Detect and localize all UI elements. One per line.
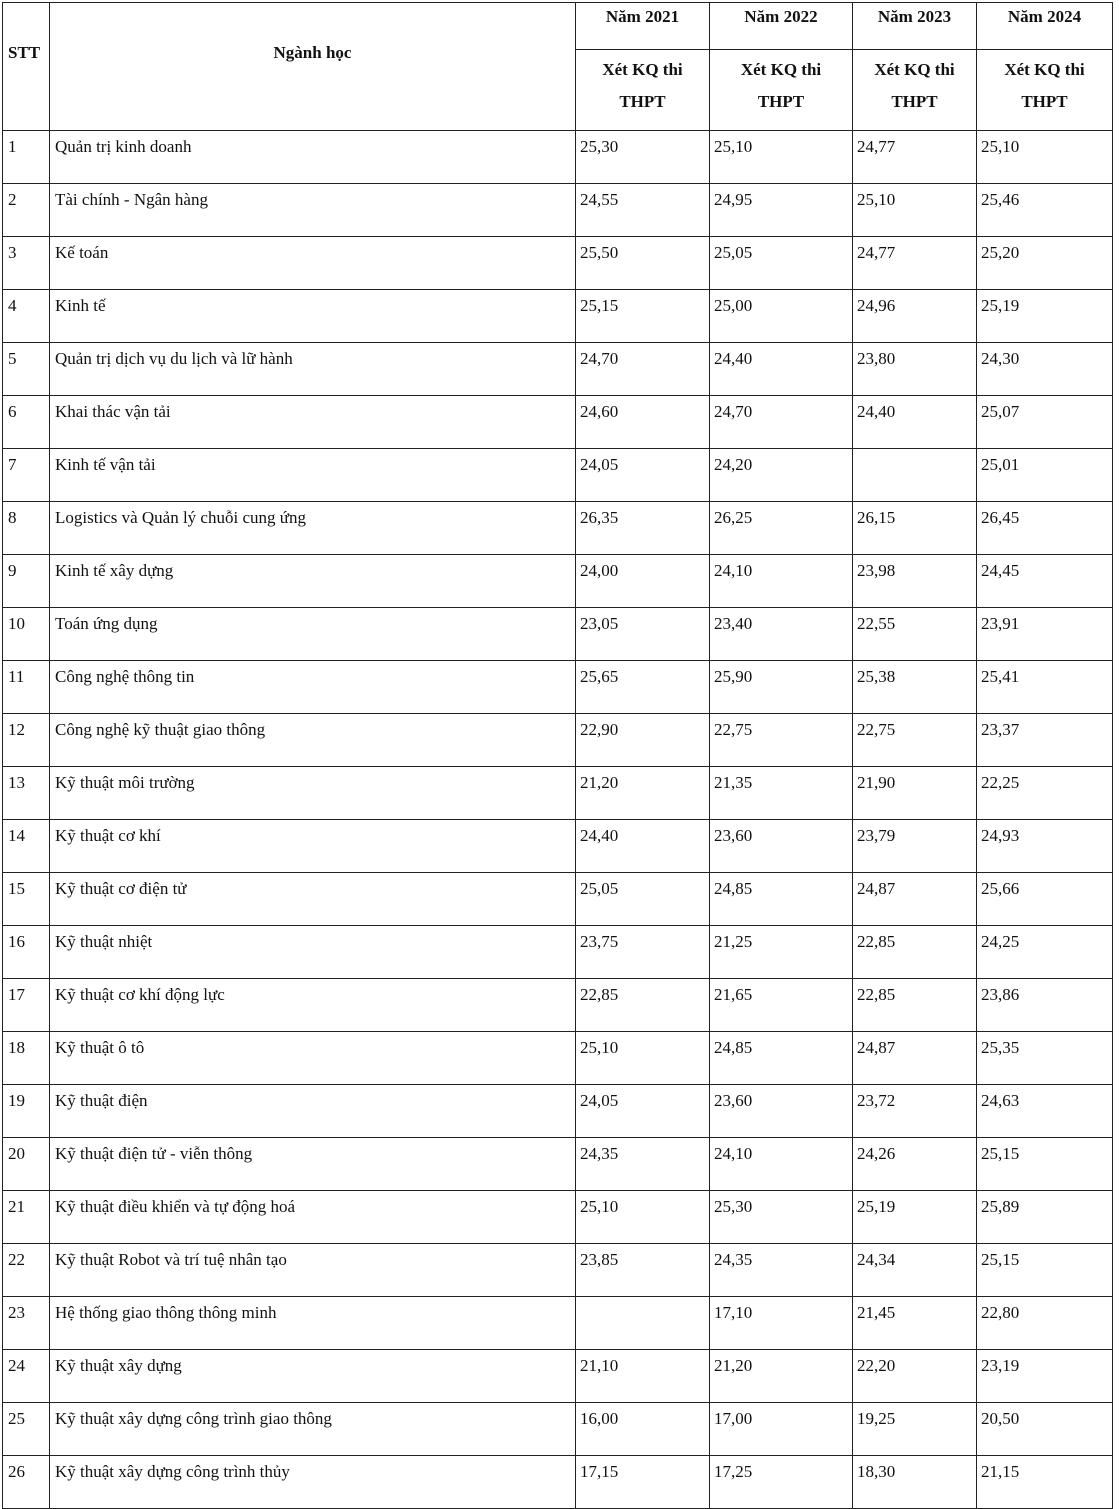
cell-nganh-hoc: Quản trị kinh doanh	[50, 131, 576, 184]
cell-stt: 24	[3, 1350, 50, 1403]
cell-stt: 21	[3, 1191, 50, 1244]
cell-nganh-hoc: Kế toán	[50, 237, 576, 290]
cell-score-2021: 24,55	[576, 184, 710, 237]
cell-score-2024: 24,63	[977, 1085, 1113, 1138]
table-row	[3, 131, 1113, 184]
cell-nganh-hoc: Kỹ thuật cơ khí	[50, 820, 576, 873]
header-sub-2023	[853, 50, 977, 131]
cell-stt: 9	[3, 555, 50, 608]
table-row	[3, 1297, 1113, 1350]
cell-score-2023: 25,19	[853, 1191, 977, 1244]
cell-nganh-hoc: Khai thác vận tải	[50, 396, 576, 449]
cell-nganh-hoc: Công nghệ thông tin	[50, 661, 576, 714]
cell-score-2021: 25,05	[576, 873, 710, 926]
cell-score-2021: 24,05	[576, 449, 710, 502]
cell-score-2021: 21,20	[576, 767, 710, 820]
cell-score-2021: 23,75	[576, 926, 710, 979]
cell-score-2023: 23,98	[853, 555, 977, 608]
cell-score-2024: 25,15	[977, 1138, 1113, 1191]
cell-score-2021: 17,15	[576, 1456, 710, 1509]
cell-score-2023: 23,80	[853, 343, 977, 396]
cell-score-2023	[853, 449, 977, 502]
cell-nganh-hoc: Kỹ thuật điện	[50, 1085, 576, 1138]
table-row	[3, 290, 1113, 343]
cell-nganh-hoc: Kỹ thuật xây dựng công trình giao thông	[50, 1403, 576, 1456]
table-row	[3, 237, 1113, 290]
cell-nganh-hoc: Logistics và Quản lý chuỗi cung ứng	[50, 502, 576, 555]
cell-score-2021: 24,40	[576, 820, 710, 873]
cell-score-2024: 23,19	[977, 1350, 1113, 1403]
table-row	[3, 343, 1113, 396]
cell-nganh-hoc: Kỹ thuật Robot và trí tuệ nhân tạo	[50, 1244, 576, 1297]
cell-stt: 6	[3, 396, 50, 449]
table-row	[3, 1032, 1113, 1085]
cell-score-2024: 24,25	[977, 926, 1113, 979]
table-row	[3, 608, 1113, 661]
cell-score-2023: 24,77	[853, 237, 977, 290]
cell-score-2022: 26,25	[710, 502, 853, 555]
table-row	[3, 1350, 1113, 1403]
header-sub-line1: Xét KQ thi	[602, 60, 683, 79]
cell-nganh-hoc: Kỹ thuật xây dựng	[50, 1350, 576, 1403]
cell-score-2022: 25,00	[710, 290, 853, 343]
cell-nganh-hoc: Kỹ thuật nhiệt	[50, 926, 576, 979]
cell-score-2024: 23,37	[977, 714, 1113, 767]
header-sub-line1: Xét KQ thi	[874, 60, 955, 79]
cell-stt: 25	[3, 1403, 50, 1456]
cell-score-2022: 24,70	[710, 396, 853, 449]
cell-score-2021: 21,10	[576, 1350, 710, 1403]
cell-nganh-hoc: Kỹ thuật điều khiển và tự động hoá	[50, 1191, 576, 1244]
cell-score-2023: 23,72	[853, 1085, 977, 1138]
cell-nganh-hoc: Kỹ thuật xây dựng công trình thủy	[50, 1456, 576, 1509]
cell-score-2022: 25,90	[710, 661, 853, 714]
cell-score-2022: 21,65	[710, 979, 853, 1032]
table-row	[3, 1244, 1113, 1297]
cell-score-2024: 25,89	[977, 1191, 1113, 1244]
table-row	[3, 184, 1113, 237]
cell-score-2021: 23,85	[576, 1244, 710, 1297]
cell-nganh-hoc: Kinh tế	[50, 290, 576, 343]
table-row	[3, 449, 1113, 502]
header-sub-line1: Xét KQ thi	[740, 60, 822, 79]
cell-score-2023: 18,30	[853, 1456, 977, 1509]
cell-score-2022: 24,85	[710, 873, 853, 926]
cell-nganh-hoc: Toán ứng dụng	[50, 608, 576, 661]
cell-stt: 11	[3, 661, 50, 714]
cell-stt: 26	[3, 1456, 50, 1509]
table-body	[3, 131, 1113, 1509]
cell-score-2021: 24,70	[576, 343, 710, 396]
cell-score-2022: 25,10	[710, 131, 853, 184]
cell-score-2021: 24,05	[576, 1085, 710, 1138]
cell-stt: 3	[3, 237, 50, 290]
header-sub-2021	[576, 50, 710, 131]
cell-score-2022: 22,75	[710, 714, 853, 767]
cell-score-2023: 22,20	[853, 1350, 977, 1403]
cell-nganh-hoc: Kỹ thuật cơ điện tử	[50, 873, 576, 926]
cell-score-2022: 21,25	[710, 926, 853, 979]
cell-score-2023: 24,40	[853, 396, 977, 449]
table-row	[3, 396, 1113, 449]
cell-score-2021: 16,00	[576, 1403, 710, 1456]
table-row	[3, 926, 1113, 979]
table-row	[3, 502, 1113, 555]
cell-score-2022: 24,35	[710, 1244, 853, 1297]
cell-score-2022: 23,60	[710, 1085, 853, 1138]
cell-stt: 16	[3, 926, 50, 979]
cell-score-2021: 24,00	[576, 555, 710, 608]
cell-score-2022: 17,00	[710, 1403, 853, 1456]
cell-score-2023: 22,55	[853, 608, 977, 661]
cell-score-2024: 25,46	[977, 184, 1113, 237]
cell-nganh-hoc: Hệ thống giao thông thông minh	[50, 1297, 576, 1350]
cell-score-2022: 23,40	[710, 608, 853, 661]
cell-stt: 18	[3, 1032, 50, 1085]
cell-score-2022: 21,35	[710, 767, 853, 820]
table-row	[3, 767, 1113, 820]
table-row	[3, 1191, 1113, 1244]
cell-score-2024: 24,45	[977, 555, 1113, 608]
cell-score-2021: 25,50	[576, 237, 710, 290]
cell-nganh-hoc: Kinh tế xây dựng	[50, 555, 576, 608]
cell-score-2022: 23,60	[710, 820, 853, 873]
header-sub-line2: THPT	[757, 92, 805, 111]
cell-score-2023: 24,87	[853, 1032, 977, 1085]
table-row	[3, 1403, 1113, 1456]
cell-score-2024: 25,66	[977, 873, 1113, 926]
cell-score-2024: 26,45	[977, 502, 1113, 555]
cell-score-2023: 24,77	[853, 131, 977, 184]
cell-score-2022: 24,85	[710, 1032, 853, 1085]
cell-stt: 14	[3, 820, 50, 873]
cell-stt: 20	[3, 1138, 50, 1191]
cell-nganh-hoc: Tài chính - Ngân hàng	[50, 184, 576, 237]
table-row	[3, 661, 1113, 714]
cell-stt: 12	[3, 714, 50, 767]
cell-score-2023: 22,75	[853, 714, 977, 767]
cell-stt: 2	[3, 184, 50, 237]
table-row	[3, 873, 1113, 926]
cell-score-2024: 22,80	[977, 1297, 1113, 1350]
cell-score-2024: 24,30	[977, 343, 1113, 396]
cell-nganh-hoc: Kỹ thuật ô tô	[50, 1032, 576, 1085]
cell-score-2024: 23,91	[977, 608, 1113, 661]
cell-stt: 23	[3, 1297, 50, 1350]
cell-nganh-hoc: Kỹ thuật cơ khí động lực	[50, 979, 576, 1032]
cell-stt: 19	[3, 1085, 50, 1138]
table-header	[3, 3, 1113, 131]
cell-stt: 8	[3, 502, 50, 555]
table-row	[3, 1456, 1113, 1509]
cell-score-2023: 23,79	[853, 820, 977, 873]
cell-stt: 10	[3, 608, 50, 661]
header-year-2022: Năm 2022	[710, 3, 853, 50]
cell-score-2024: 20,50	[977, 1403, 1113, 1456]
cell-stt: 7	[3, 449, 50, 502]
cell-nganh-hoc: Quản trị dịch vụ du lịch và lữ hành	[50, 343, 576, 396]
cell-score-2023: 22,85	[853, 979, 977, 1032]
cell-score-2022: 24,95	[710, 184, 853, 237]
cell-score-2021: 23,05	[576, 608, 710, 661]
cell-score-2024: 23,86	[977, 979, 1113, 1032]
cell-score-2022: 25,05	[710, 237, 853, 290]
cell-score-2023: 24,26	[853, 1138, 977, 1191]
cell-score-2022: 24,10	[710, 1138, 853, 1191]
cell-stt: 4	[3, 290, 50, 343]
cell-score-2023: 24,87	[853, 873, 977, 926]
table-row	[3, 1138, 1113, 1191]
cell-stt: 15	[3, 873, 50, 926]
cell-score-2024: 25,10	[977, 131, 1113, 184]
cell-score-2021: 24,35	[576, 1138, 710, 1191]
cell-score-2023: 21,45	[853, 1297, 977, 1350]
header-sub-line2: THPT	[619, 92, 666, 111]
cell-score-2022: 24,10	[710, 555, 853, 608]
cell-score-2024: 25,20	[977, 237, 1113, 290]
cell-score-2023: 24,96	[853, 290, 977, 343]
cell-nganh-hoc: Kỹ thuật điện tử - viễn thông	[50, 1138, 576, 1191]
cell-score-2023: 25,38	[853, 661, 977, 714]
cell-score-2024: 22,25	[977, 767, 1113, 820]
cell-score-2024: 21,15	[977, 1456, 1113, 1509]
cell-score-2021: 22,90	[576, 714, 710, 767]
admission-scores-table	[2, 2, 1113, 1509]
cell-score-2022: 25,30	[710, 1191, 853, 1244]
cell-score-2022: 21,20	[710, 1350, 853, 1403]
cell-score-2023: 22,85	[853, 926, 977, 979]
header-sub-line1: Xét KQ thi	[1004, 60, 1085, 79]
cell-stt: 22	[3, 1244, 50, 1297]
table-row	[3, 1085, 1113, 1138]
cell-score-2024: 24,93	[977, 820, 1113, 873]
table-row	[3, 979, 1113, 1032]
cell-score-2023: 25,10	[853, 184, 977, 237]
cell-score-2024: 25,19	[977, 290, 1113, 343]
cell-stt: 1	[3, 131, 50, 184]
cell-nganh-hoc: Công nghệ kỹ thuật giao thông	[50, 714, 576, 767]
header-year-2021: Năm 2021	[576, 3, 710, 50]
cell-score-2022: 24,20	[710, 449, 853, 502]
cell-stt: 5	[3, 343, 50, 396]
cell-score-2021: 25,10	[576, 1032, 710, 1085]
cell-score-2021: 25,15	[576, 290, 710, 343]
cell-score-2021: 26,35	[576, 502, 710, 555]
cell-score-2024: 25,41	[977, 661, 1113, 714]
header-year-2024: Năm 2024	[977, 3, 1113, 50]
cell-score-2024: 25,35	[977, 1032, 1113, 1085]
cell-nganh-hoc: Kỹ thuật môi trường	[50, 767, 576, 820]
header-sub-2024	[977, 50, 1113, 131]
cell-score-2024: 25,15	[977, 1244, 1113, 1297]
header-nganh-hoc: Ngành học	[50, 3, 576, 131]
cell-score-2022: 17,25	[710, 1456, 853, 1509]
header-sub-2022	[710, 50, 853, 131]
header-sub-line2: THPT	[891, 92, 938, 111]
table-row	[3, 714, 1113, 767]
cell-nganh-hoc: Kinh tế vận tải	[50, 449, 576, 502]
cell-score-2021	[576, 1297, 710, 1350]
cell-score-2023: 21,90	[853, 767, 977, 820]
cell-score-2024: 25,01	[977, 449, 1113, 502]
cell-score-2023: 19,25	[853, 1403, 977, 1456]
cell-score-2023: 24,34	[853, 1244, 977, 1297]
cell-score-2023: 26,15	[853, 502, 977, 555]
cell-score-2021: 24,60	[576, 396, 710, 449]
cell-score-2021: 22,85	[576, 979, 710, 1032]
cell-score-2024: 25,07	[977, 396, 1113, 449]
header-stt: STT	[3, 3, 50, 131]
table-row	[3, 555, 1113, 608]
cell-score-2021: 25,10	[576, 1191, 710, 1244]
header-year-2023: Năm 2023	[853, 3, 977, 50]
table-row	[3, 820, 1113, 873]
cell-score-2022: 24,40	[710, 343, 853, 396]
cell-score-2021: 25,30	[576, 131, 710, 184]
cell-stt: 17	[3, 979, 50, 1032]
cell-score-2022: 17,10	[710, 1297, 853, 1350]
cell-score-2021: 25,65	[576, 661, 710, 714]
header-sub-line2: THPT	[1021, 92, 1068, 111]
cell-stt: 13	[3, 767, 50, 820]
